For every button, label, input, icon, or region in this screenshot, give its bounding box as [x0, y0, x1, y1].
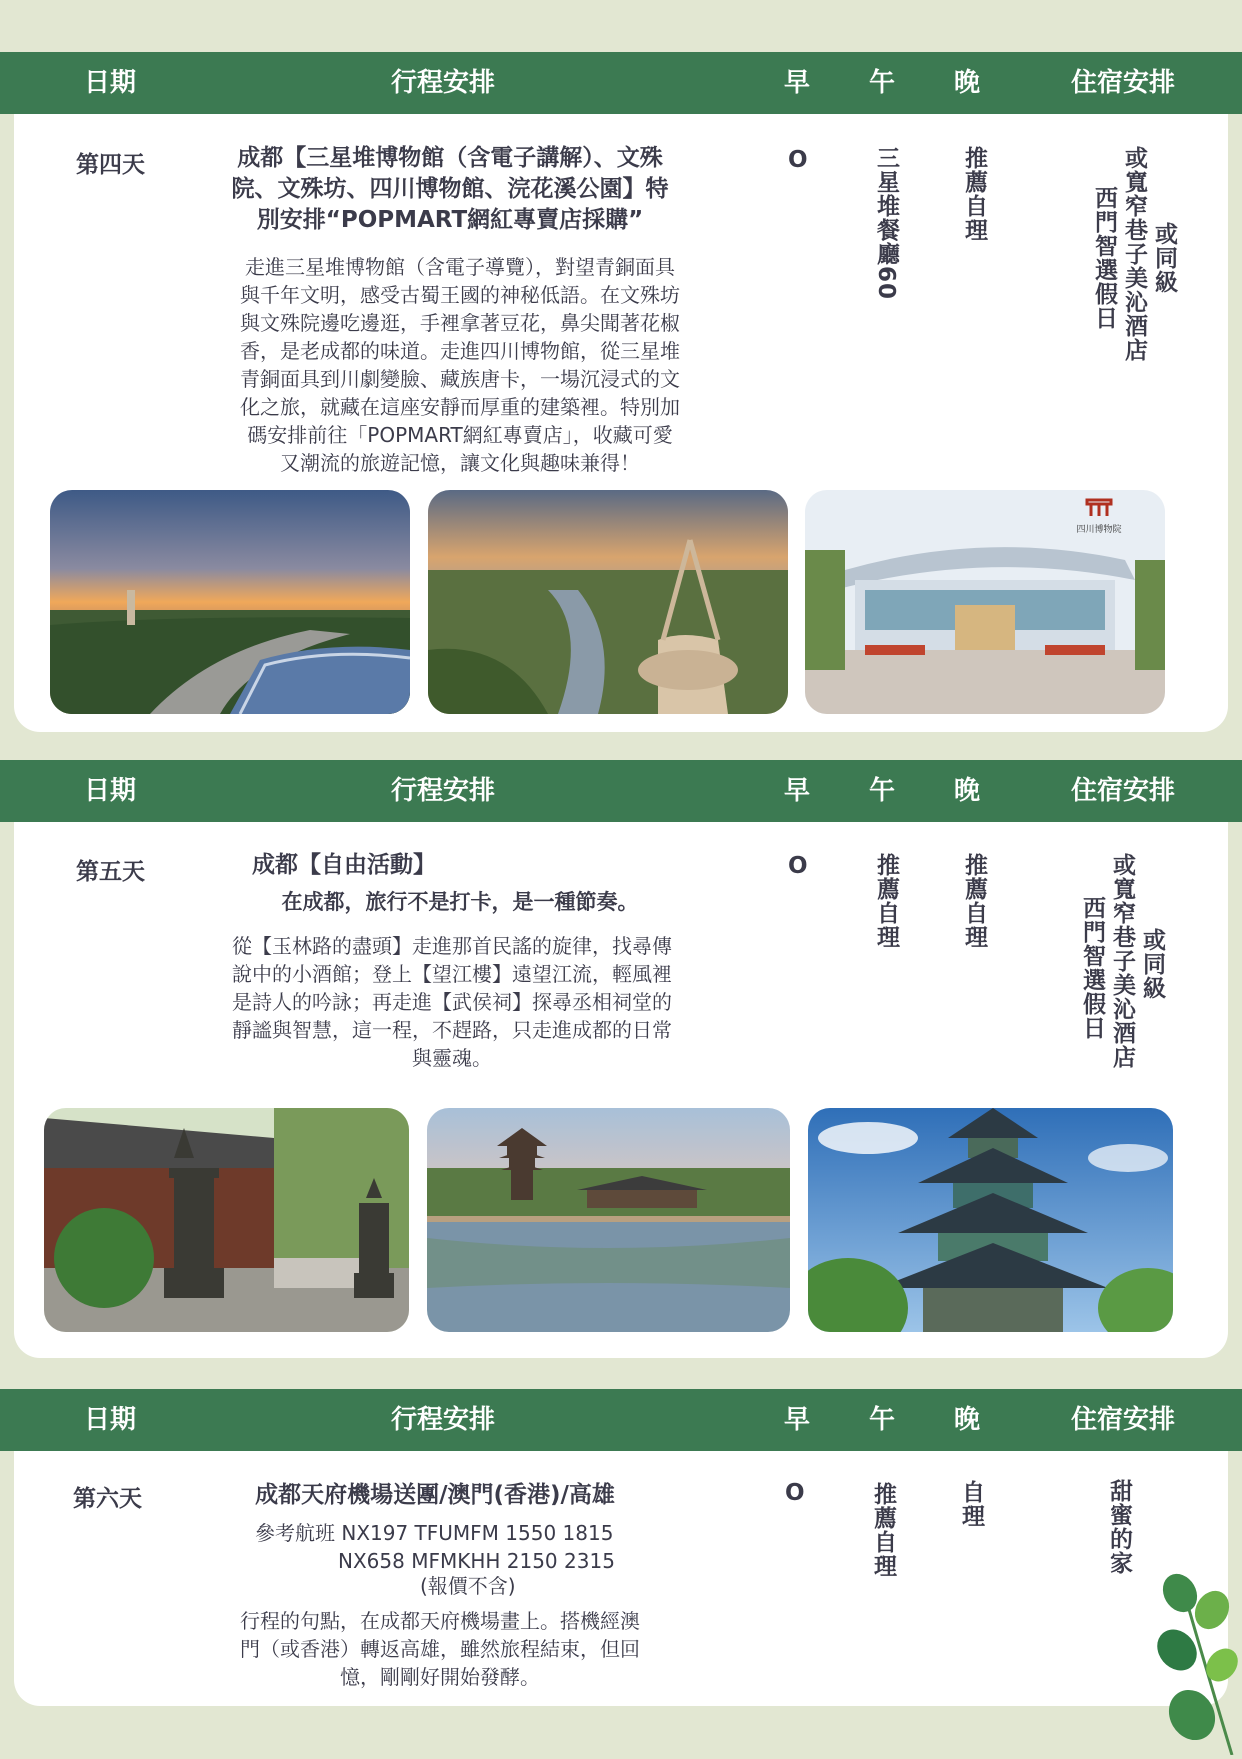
header-breakfast: 早: [783, 1405, 811, 1435]
day5-desc-line: 與靈魂。: [412, 1046, 492, 1070]
header-itinerary: 行程安排: [390, 1405, 496, 1435]
header-lunch: 午: [868, 1405, 896, 1435]
table-header-day4: [0, 52, 1242, 114]
wangjiang-tower-lake-photo: [427, 1108, 790, 1332]
table-header-day5: [0, 760, 1242, 822]
header-dinner: 晚: [953, 1405, 981, 1435]
day4-dinner: 推薦自理: [961, 146, 987, 242]
day5-hotel-main: 或寬窄巷子美沁酒店: [1109, 853, 1135, 1069]
day6-flight-line2: NX658 MFMKHH 2150 2315: [338, 1549, 615, 1573]
day5-desc-line: 靜謐與智慧，這一程，不趕路，只走進成都的日常: [232, 1018, 672, 1042]
day4-desc-line: 香，是老成都的味道。走進四川博物館，從三星堆: [240, 339, 680, 363]
day4-hotel-alt: 西門智選假日: [1091, 186, 1117, 330]
day4-desc-line: 與文殊院邊吃邊逛，手裡拿著豆花，鼻尖聞著花椒: [240, 311, 680, 335]
day5-breakfast: O: [788, 853, 808, 879]
museum-logo-text: 四川博物院: [1076, 525, 1122, 535]
day4-hotel-main: 或寬窄巷子美沁酒店: [1121, 146, 1147, 362]
day4-description: [200, 253, 720, 477]
day4-desc-line: 青銅面具到川劇變臉、藏族唐卡，一場沉浸式的文: [240, 367, 680, 391]
day6-hotel: 甜蜜的家: [1106, 1479, 1132, 1575]
day6-description: [225, 1607, 655, 1691]
header-breakfast: 早: [783, 68, 811, 98]
leaf-decoration-icon: [1152, 1565, 1242, 1755]
day5-title: 成都【自由活動】: [252, 852, 436, 878]
day6-title: 成都天府機場送團/澳門(香港)/高雄: [255, 1482, 615, 1508]
day5-description: [222, 932, 682, 1072]
day4-label: 第四天: [76, 152, 145, 178]
day4-title-line: 成都【三星堆博物館（含電子講解）、文殊: [237, 145, 663, 171]
wangjiang-pagoda-photo: [808, 1108, 1173, 1332]
day4-hotel-or: 或同級: [1151, 222, 1177, 294]
day4-title: [200, 143, 700, 236]
sichuan-museum-photo: [805, 490, 1165, 714]
header-lunch: 午: [868, 68, 896, 98]
header-date: 日期: [83, 776, 137, 806]
header-dinner: 晚: [953, 68, 981, 98]
day6-breakfast: O: [785, 1480, 805, 1506]
day4-title-line: 院、文殊坊、四川博物館、浣花溪公園】特: [231, 176, 669, 202]
day4-title-line: 別安排“POPMART網紅專賣店採購”: [256, 207, 644, 233]
day4-desc-line: 又潮流的旅遊記憶，讓文化與趣味兼得！: [280, 451, 640, 475]
day5-hotel-or: 或同級: [1139, 928, 1165, 1000]
day4-desc-line: 碼安排前往「POPMART網紅專賣店」，收藏可愛: [247, 423, 673, 447]
header-breakfast: 早: [783, 776, 811, 806]
day5-hotel-alt: 西門智選假日: [1079, 896, 1105, 1040]
day5-subtitle: 在成都，旅行不是打卡，是一種節奏。: [281, 890, 639, 914]
header-dinner: 晚: [953, 776, 981, 806]
day6-flight-line1: 參考航班 NX197 TFUMFM 1550 1815: [255, 1521, 614, 1545]
day4-desc-line: 化之旅，就藏在這座安靜而厚重的建築裡。特別加: [240, 395, 680, 419]
day4-lunch: 三星堆餐廳60: [873, 146, 899, 301]
day5-lunch: 推薦自理: [873, 853, 899, 949]
header-date: 日期: [83, 1405, 137, 1435]
day5-label: 第五天: [76, 859, 145, 885]
day6-desc-line: 行程的句點，在成都天府機場畫上。搭機經澳: [240, 1609, 640, 1633]
header-lunch: 午: [868, 776, 896, 806]
header-hotel: 住宿安排: [1070, 1405, 1176, 1435]
header-date: 日期: [83, 68, 137, 98]
sanxingdui-aerial-photo: [50, 490, 410, 714]
wuhou-shrine-photo: [44, 1108, 409, 1332]
day6-lunch: 推薦自理: [870, 1482, 896, 1578]
header-itinerary: 行程安排: [390, 776, 496, 806]
day4-breakfast: O: [788, 147, 808, 173]
day6-desc-line: 門（或香港）轉返高雄，雖然旅程結束，但回: [240, 1637, 640, 1661]
table-header-day6: [0, 1389, 1242, 1451]
header-hotel: 住宿安排: [1070, 68, 1176, 98]
day6-flight-note: (報價不含): [420, 1574, 516, 1598]
day6-dinner: 自理: [958, 1480, 984, 1528]
day4-desc-line: 與千年文明，感受古蜀王國的神秘低語。在文殊坊: [240, 283, 680, 307]
day5-dinner: 推薦自理: [961, 853, 987, 949]
day5-desc-line: 說中的小酒館；登上【望江樓】遠望江流，輕風裡: [232, 962, 672, 986]
day5-desc-line: 是詩人的吟詠；再走進【武侯祠】探尋丞相祠堂的: [232, 990, 672, 1014]
header-itinerary: 行程安排: [390, 68, 496, 98]
day5-desc-line: 從【玉林路的盡頭】走進那首民謠的旋律，找尋傳: [232, 934, 672, 958]
day6-label: 第六天: [73, 1486, 142, 1512]
header-hotel: 住宿安排: [1070, 776, 1176, 806]
sanxingdui-tower-photo: [428, 490, 788, 714]
day6-desc-line: 憶，剛剛好開始發酵。: [340, 1665, 540, 1689]
day4-desc-line: 走進三星堆博物館（含電子導覽），對望青銅面具: [245, 255, 675, 279]
